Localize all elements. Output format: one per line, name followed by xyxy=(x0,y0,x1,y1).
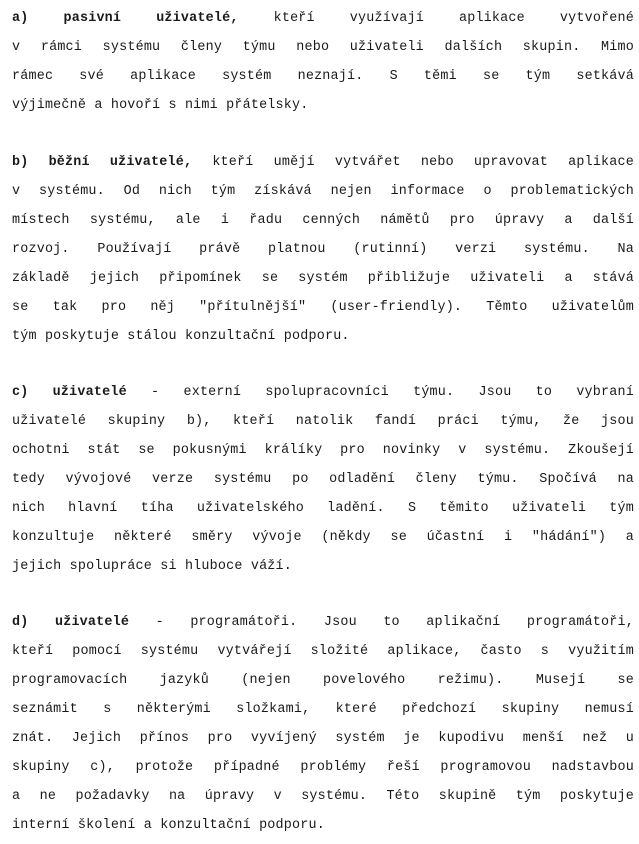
paragraph-passive-users xyxy=(12,4,634,120)
line-text: kteří využívají aplikace vytvořené xyxy=(238,11,635,26)
line-text: kteří umějí vytvářet nebo upravovat aplikace xyxy=(192,155,635,170)
text-line xyxy=(12,148,634,177)
text-line: tedy vývojové verze systému po odladění členy týmu. Spočívá na xyxy=(12,472,634,487)
text-line: jejich spolupráce si hluboce váží. xyxy=(12,559,293,574)
text-line: místech systému, ale i řadu cenných námětů pro úpravy a další xyxy=(12,213,634,228)
text-line: seznámit s některými složkami, které předchozí skupiny nemusí xyxy=(12,702,634,717)
text-line: rámec své aplikace systém neznají. S těmi se tým setkává xyxy=(12,69,634,84)
paragraph-external-users xyxy=(12,378,634,581)
line-text: - externí spolupracovníci týmu. Jsou to vybraní xyxy=(126,385,634,400)
text-line: kteří pomocí systému vytvářejí složité aplikace, často s využitím xyxy=(12,644,634,659)
text-line: základě jejich připomínek se systém přibližuje uživateli a stává xyxy=(12,271,634,286)
text-line: výjimečně a hovoří s nimi přátelsky. xyxy=(12,98,309,113)
text-line: tým poskytuje stálou konzultační podporu. xyxy=(12,329,350,344)
text-line xyxy=(12,608,634,637)
paragraph-programmer-users xyxy=(12,608,634,840)
text-line: v rámci systému členy týmu nebo uživateli dalších skupin. Mimo xyxy=(12,40,634,55)
text-line: rozvoj. Používají právě platnou (rutinní) verzi systému. Na xyxy=(12,242,634,257)
paragraph-lead: a) pasivní uživatelé, xyxy=(12,11,239,26)
paragraph-lead: d) uživatelé xyxy=(12,615,130,630)
text-line xyxy=(12,4,634,33)
text-line: se tak pro něj "přítulnější" (user-friendly). Těmto uživatelům xyxy=(12,300,634,315)
text-line: znát. Jejich přínos pro vyvíjený systém je kupodivu menší než u xyxy=(12,731,634,746)
paragraph-lead: b) běžní uživatelé, xyxy=(12,155,193,170)
paragraph-lead: c) uživatelé xyxy=(12,385,127,400)
text-line: interní školení a konzultační podporu. xyxy=(12,818,325,833)
text-line: nich hlavní tíha uživatelského ladění. S těmito uživateli tým xyxy=(12,501,634,516)
text-line: konzultuje některé směry vývoje (někdy se účastní i "hádání") a xyxy=(12,530,634,545)
text-line: programovacích jazyků (nejen povelového režimu). Musejí se xyxy=(12,673,634,688)
line-text: - programátoři. Jsou to aplikační programátoři, xyxy=(129,615,634,630)
text-line: v systému. Od nich tým získává nejen informace o problematických xyxy=(12,184,634,199)
text-line: ochotni stát se pokusnými králíky pro novinky v systému. Zkoušejí xyxy=(12,443,634,458)
text-line: uživatelé skupiny b), kteří natolik fandí práci týmu, že jsou xyxy=(12,414,634,429)
text-line: skupiny c), protože případné problémy řeší programovou nadstavbou xyxy=(12,760,634,775)
text-line xyxy=(12,378,634,407)
paragraph-regular-users xyxy=(12,148,634,351)
text-line: a ne požadavky na úpravy v systému. Této skupině tým poskytuje xyxy=(12,789,634,804)
